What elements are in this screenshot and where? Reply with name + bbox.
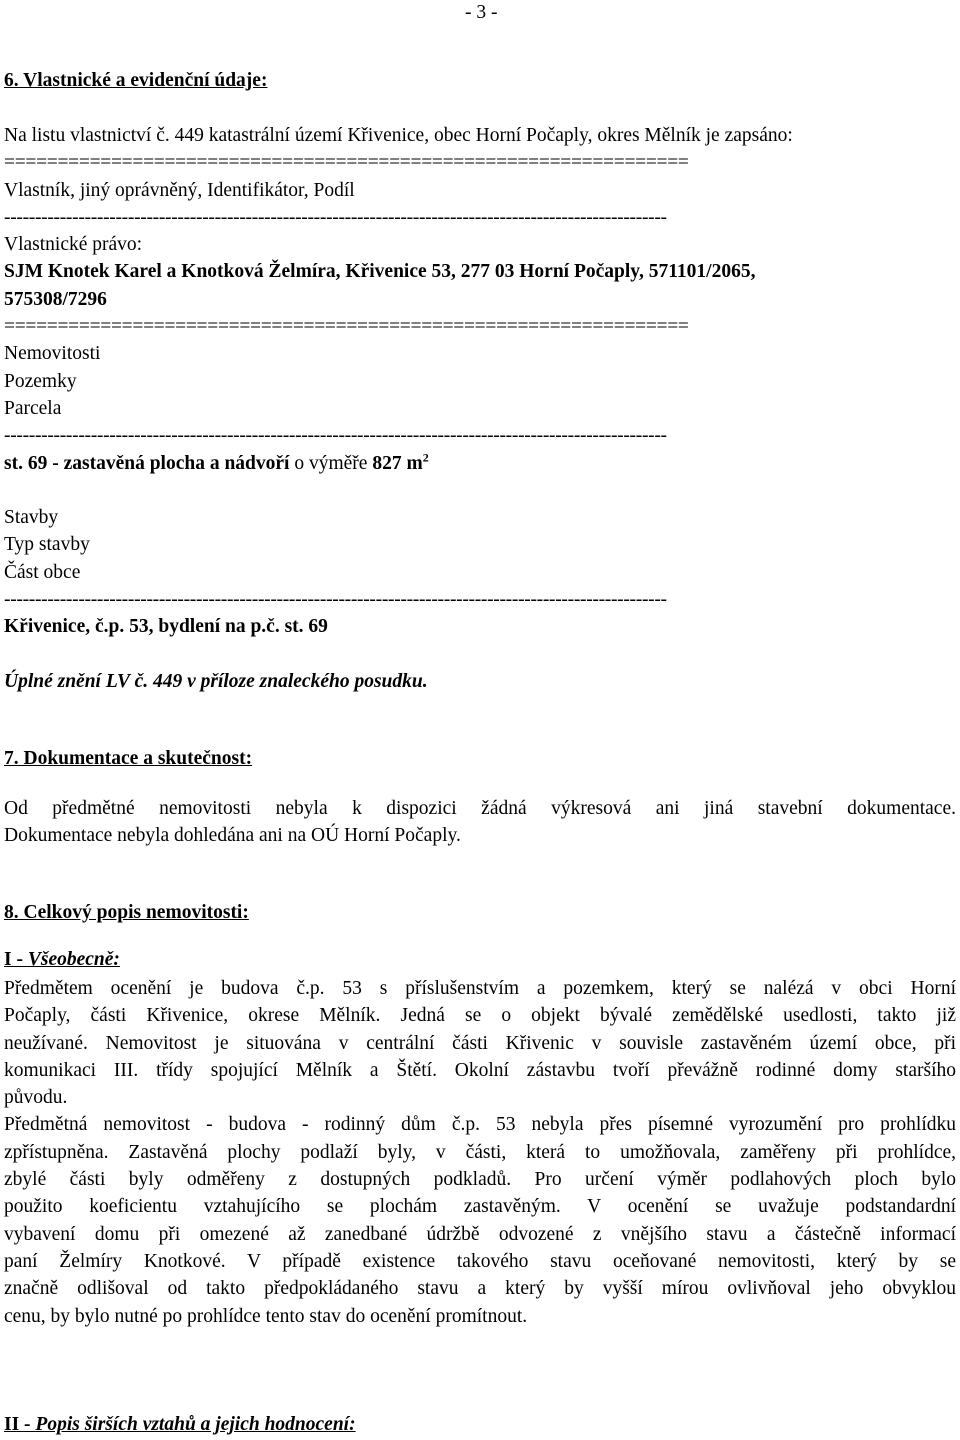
description-paragraphs	[4, 975, 956, 1330]
owner-header: Vlastník, jiný oprávněný, Identifikátor, Podíl	[4, 179, 355, 201]
page-number: - 3 -	[465, 2, 498, 23]
separator-double: ================================================================	[4, 316, 689, 338]
paragraph-1-line: původu.	[4, 1087, 68, 1109]
label-stavby: Stavby	[4, 507, 59, 528]
separator-dashed: -----------------------------------------------------------------------------------------------------------	[4, 588, 667, 610]
subsection-1-heading	[4, 946, 956, 973]
paragraph-2-line: Předmětná nemovitost - budova - rodinný dům č.p. 53 nebyla přes písemné vyrozumění pro prohlídku	[4, 1114, 956, 1136]
subsection-1-prefix: I -	[4, 949, 28, 970]
subsection-1	[4, 946, 956, 973]
parcel-area: 827 m	[372, 452, 423, 474]
parcel-id: st. 69 - zastavěná plocha a nádvoří	[4, 452, 290, 474]
lv-note	[4, 668, 956, 695]
label-typ-stavby: Typ stavby	[4, 534, 90, 556]
paragraph-2-line: použito koeficientu vztahujícího se plochám zastavěným. V ocenění se uvažuje podstandardní	[4, 1196, 956, 1218]
owner-line-2: 575308/7296	[4, 288, 107, 310]
paragraph-1-line: komunikaci III. třídy spojující Mělník a Štětí. Okolní zástavbu tvoří převážně rodinné domy staršího	[4, 1059, 956, 1081]
ownership-block	[4, 122, 956, 477]
section-7-heading: 7. Dokumentace a skutečnost:	[4, 748, 253, 769]
building-line: Křivenice, č.p. 53, bydlení na p.č. st. 69	[4, 616, 328, 638]
separator-dashed: -----------------------------------------------------------------------------------------------------------	[4, 425, 667, 447]
paragraph-1-line: Předmětem ocenění je budova č.p. 53 s příslušenstvím a pozemkem, který se nalézá v obci Horní	[4, 978, 956, 999]
subsection-2-prefix: II -	[4, 1414, 36, 1435]
section-7-line-2: Dokumentace nebyla dohledána ani na OÚ Horní Počaply.	[4, 825, 461, 847]
section-8	[4, 899, 956, 926]
parcel-text: o výměře	[289, 452, 373, 474]
lv-note-text: Úplné znění LV č. 449 v příloze znaleckého posudku.	[4, 671, 428, 692]
section-8-heading: 8. Celkový popis nemovitosti:	[4, 902, 249, 923]
lv-intro: Na listu vlastnictví č. 449 katastrální území Křivenice, obec Horní Počaply, okres Mělník je zapsáno:	[4, 125, 793, 146]
subsection-2-heading	[4, 1411, 956, 1438]
paragraph-2-line: značně odlišoval od takto předpokládaného stavu a který by vyšší mírou ovlivňoval jeho obvyklou	[4, 1278, 956, 1300]
subsection-1-title: Všeobecně:	[27, 949, 120, 970]
section-7-body	[4, 795, 956, 850]
separator-double: ================================================================	[4, 152, 689, 174]
label-cast-obce: Část obce	[4, 561, 81, 583]
paragraph-2-line: zbylé části byly odměřeny z dostupných podkladů. Pro určení výměr podlahových ploch bylo	[4, 1169, 956, 1191]
subsection-2	[4, 1411, 956, 1438]
section-7	[4, 745, 956, 772]
owner-line-1: SJM Knotek Karel a Knotková Želmíra, Křivenice 53, 277 03 Horní Počaply, 571101/2065,	[4, 261, 756, 283]
right-label: Vlastnické právo:	[4, 234, 143, 256]
paragraph-2-line: paní Želmíry Knotkové. V případě existence takového stavu oceňované nemovitosti, který by se	[4, 1250, 956, 1272]
section-7-line-1: Od předmětné nemovitosti nebyla k dispozici žádná výkresová ani jiná stavební dokumentace.	[4, 798, 956, 819]
paragraph-2-line: cenu, by bylo nutné po prohlídce tento stav do ocenění promítnout.	[4, 1305, 528, 1327]
paragraph-1-line: Počaply, části Křivenice, okrese Mělník. Jedná se o objekt bývalé zemědělské usedlosti, takto již	[4, 1005, 956, 1027]
separator-dashed: -----------------------------------------------------------------------------------------------------------	[4, 206, 667, 228]
parcel-area-unit-sup: 2	[422, 450, 429, 465]
paragraph-2-line: zpřístupněna. Zastavěná plochy podlaží byly, v části, která to umožňovala, zaměřeny při prohlídce,	[4, 1141, 956, 1163]
label-pozemky: Pozemky	[4, 370, 77, 392]
parcel-line	[4, 450, 956, 477]
label-parcela: Parcela	[4, 397, 62, 419]
paragraph-2-line: vybavení domu při omezené až zanedbané údržbě odvozené z vnějšího stavu a částečně informací	[4, 1223, 956, 1245]
section-6	[4, 67, 956, 94]
paragraph-1-line: neužívané. Nemovitost je situována v centrální části Křivenic v souvisle zastavěném území obce, při	[4, 1032, 956, 1054]
label-nemovitosti: Nemovitosti	[4, 343, 101, 365]
buildings-block	[4, 504, 956, 640]
subsection-2-title: Popis širších vztahů a jejich hodnocení:	[35, 1414, 356, 1435]
section-6-heading: 6. Vlastnické a evidenční údaje:	[4, 70, 268, 91]
